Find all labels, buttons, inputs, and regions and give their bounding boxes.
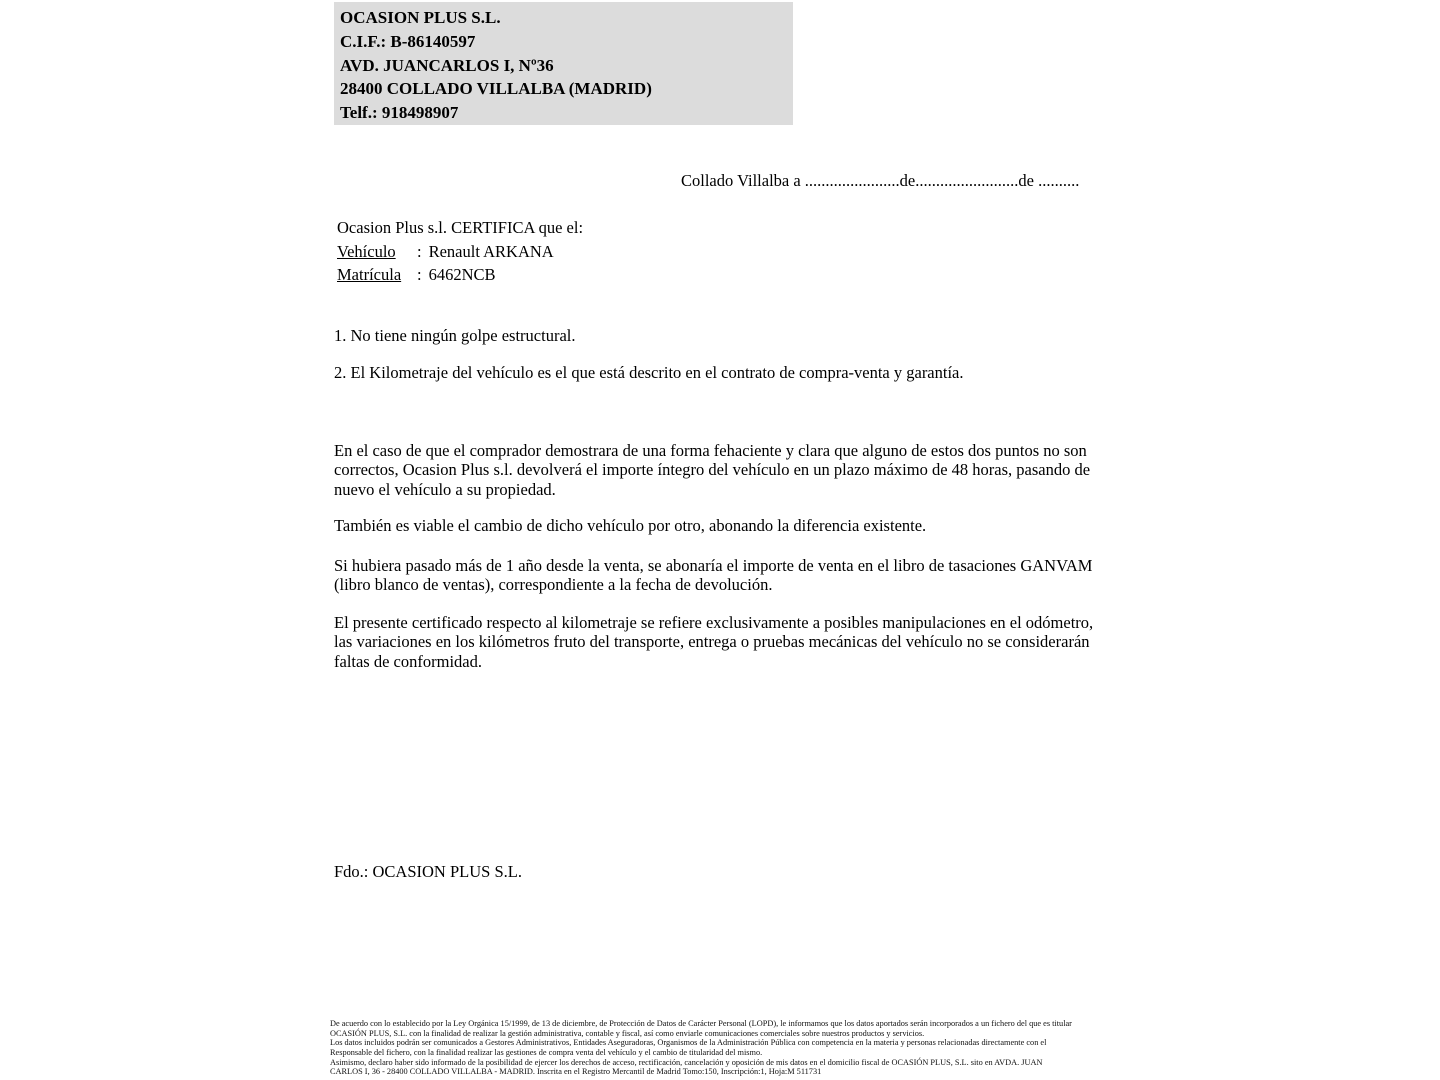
legal-footer-line: CARLOS I, 36 - 28400 COLLADO VILLALBA - MADRID. Inscrita en el Registro Mercantil de Madrid Tomo:150, Inscripción:1, Hoja:M 511731 <box>330 1067 822 1077</box>
legal-footer-line: Asimismo, declaro haber sido informado de la posibilidad de ejercer los derechos de acceso, rectificación, cancelación y oposición de mis datos en el domicilio fiscal de OCASIÓN PLUS, S.L. sito en AVDA. JUAN <box>330 1057 1043 1067</box>
vehicle-field <box>337 240 583 264</box>
vehicle-separator: : <box>417 241 422 261</box>
paragraph-odometer-disclaimer: El presente certificado respecto al kilometraje se refiere exclusivamente a posibles manipulaciones en el odómetro, las variaciones en los kilómetros fruto del transporte, entrega o pruebas mecánicas del vehículo no se considerarán faltas de conformidad. <box>334 613 1094 671</box>
clause-structural-damage: 1. No tiene ningún golpe estructural. <box>334 326 576 345</box>
plate-value: 6462NCB <box>428 265 496 284</box>
vehicle-label: Vehículo <box>337 241 396 261</box>
date-fill-in-line: Collado Villalba a .......................de.........................de .......... <box>681 171 1080 190</box>
paragraph-ganvam-valuation: Si hubiera pasado más de 1 año desde la venta, se abonaría el importe de venta en el libro de tasaciones GANVAM (libro blanco de ventas), correspondiente a la fecha de devolución. <box>334 556 1093 595</box>
legal-footer-line: Los datos incluidos podrán ser comunicados a Gestores Administrativos, Entidades Aseguradoras, Organismos de la Administración Pública con competencia en la materia y personas relacionadas directamente con el <box>330 1038 1047 1048</box>
paragraph-refund-terms: En el caso de que el comprador demostrara de una forma fehaciente y clara que alguno de estos dos puntos no son correctos, Ocasion Plus s.l. devolverá el importe íntegro del vehículo en un plazo máximo de 48 horas, pasando de nuevo el vehículo a su propiedad. <box>334 441 1091 499</box>
company-letterhead <box>334 2 793 125</box>
company-name: OCASION PLUS S.L. <box>340 8 501 27</box>
plate-field <box>337 263 583 287</box>
company-address: AVD. JUANCARLOS I, Nº36 <box>340 55 554 75</box>
legal-footer-line: OCASIÓN PLUS, S.L. con la finalidad de realizar la gestión administrativa, contable y fiscal, así como enviarle comunicaciones comerciales sobre nuestros productos y servicios. <box>330 1028 925 1038</box>
company-phone: Telf.: 918498907 <box>340 103 459 123</box>
company-city: 28400 COLLADO VILLALBA (MADRID) <box>340 79 652 99</box>
vehicle-value: Renault ARKANA <box>428 241 554 261</box>
legal-footer-line: Responsable del fichero, con la finalidad realizar las gestiones de compra venta del vehículo y el cambio de titularidad del mismo. <box>330 1047 763 1057</box>
certification-block <box>337 216 583 287</box>
clause-mileage: 2. El Kilometraje del vehículo es el que está descrito en el contrato de compra-venta y garantía. <box>334 363 964 382</box>
plate-label: Matrícula <box>337 265 402 284</box>
certification-intro: Ocasion Plus s.l. CERTIFICA que el: <box>337 218 584 237</box>
paragraph-exchange-option: También es viable el cambio de dicho vehículo por otro, abonando la diferencia existente. <box>334 516 927 535</box>
company-cif: C.I.F.: B-86140597 <box>340 31 476 51</box>
legal-footer-line: De acuerdo con lo establecido por la Ley Orgánica 15/1999, de 13 de diciembre, de Protección de Datos de Carácter Personal (LOPD), le informamos que los datos aportados serán incorporados a un fichero del que es titular <box>330 1019 1072 1028</box>
legal-footer <box>330 1019 1120 1077</box>
signature-line: Fdo.: OCASION PLUS S.L. <box>334 862 522 881</box>
plate-separator: : <box>417 265 422 284</box>
